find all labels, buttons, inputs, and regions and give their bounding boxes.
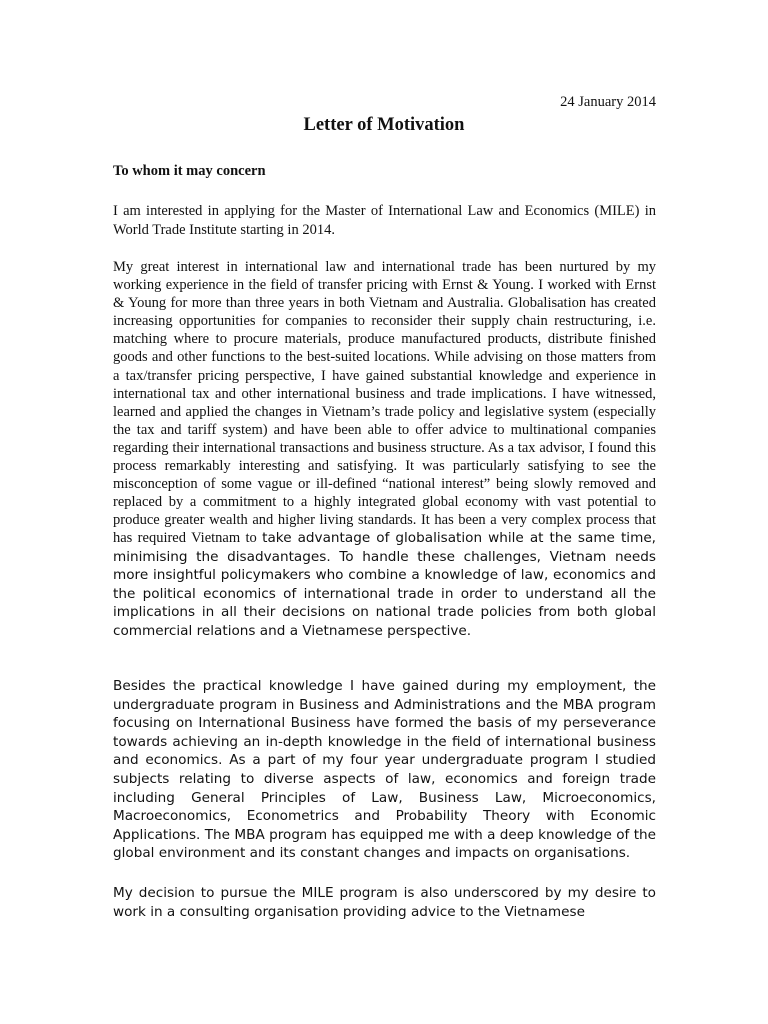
letter-date: 24 January 2014: [560, 94, 656, 110]
paragraph-goal: My decision to pursue the MILE program is also underscored by my desire to work in a consulting organisation providing advice to the Vietnamese: [113, 885, 656, 920]
paragraph-experience-sans-part: take advantage of globalisation while at the same time, minimising the disadvantages. To handle these challenges, Vietnam needs more insightful policymakers who combine a knowledge of law, economics and the political economics of international trade in order to understand all the implications in all their decisions on national trade policies from both global commercial relations and a Vietnamese perspective.: [113, 530, 657, 639]
paragraph-education: Besides the practical knowledge I have gained during my employment, the undergraduate program in Business and Administrations and the MBA program focusing on International Business have formed the basis of my perseverance towards achieving an in-depth knowledge in the field of international business and economics. As a part of my four year undergraduate program I studied subjects relating to diverse aspects of law, economics and foreign trade including General Principles of Law, Business Law, Microeconomics, Macroeconomics, Econometrics and Probability Theory with Economic Applications. The MBA program has equipped me with a deep knowledge of the global environment and its constant changes and impacts on organisations.: [113, 678, 656, 862]
letter-title: Letter of Motivation: [303, 115, 465, 135]
paragraph-intro: I am interested in applying for the Master of International Law and Economics (MILE) in World Trade Institute starting in 2014.: [113, 203, 656, 238]
salutation: To whom it may concern: [113, 163, 266, 179]
paragraph-experience-serif-part: My great interest in international law and international trade has been nurtured by my working experience in the field of transfer pricing with Ernst & Young. I worked with Ernst & Young for more than three years in both Vietnam and Australia. Globalisation has created increasing opportunities for companies to reconsider their supply chain restructuring, i.e. matching where to procure materials, produce manufactured products, distribute finished goods and other functions to the best-suited locations. While advising on those matters from a tax/transfer pricing perspective, I have gained substantial knowledge and experience in international tax and other international business and trade implications. I have witnessed, learned and applied the changes in Vietnam’s trade policy and legislative system (especially the tax and tariff system) and have been able to offer advice to multinational companies regarding their international transactions and business structure. As a tax advisor, I found this process remarkably interesting and satisfying. It was particularly satisfying to see the misconception of some vague or ill-defined “national interest” being slowly removed and replaced by a commitment to a highly integrated global economy with vast potential to produce greater wealth and higher living standards. It has been a very complex process that has required Vietnam to: [113, 259, 656, 547]
paragraph-experience: [113, 258, 656, 640]
